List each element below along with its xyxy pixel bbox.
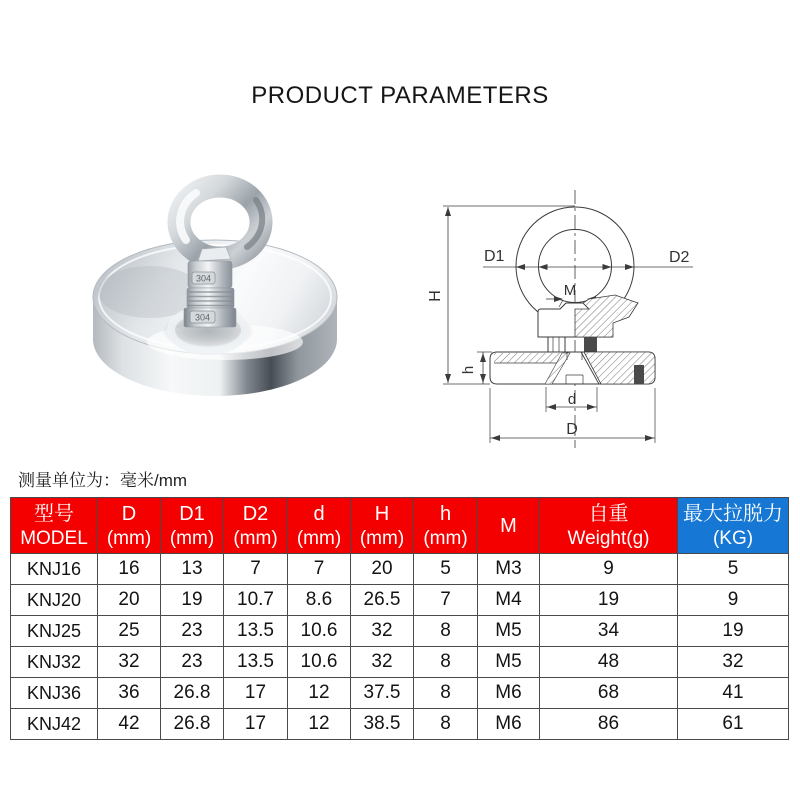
table-cell: 17 bbox=[224, 709, 288, 740]
stamp-text-bottom: 304 bbox=[194, 312, 211, 323]
label-d2: D2 bbox=[669, 249, 690, 266]
column-header-line1: D2 bbox=[242, 502, 269, 525]
column-header-最大拉脱力 bbox=[678, 498, 789, 554]
column-header-line2: (mm) bbox=[423, 527, 468, 549]
table-cell: M6 bbox=[478, 709, 540, 740]
table-cell: 26.8 bbox=[161, 709, 224, 740]
column-header-line2: (mm) bbox=[296, 527, 342, 549]
column-header-line1: D1 bbox=[179, 502, 205, 525]
column-header-line1: H bbox=[374, 502, 390, 525]
table-cell: 19 bbox=[678, 616, 789, 647]
column-header-line2: (mm) bbox=[169, 527, 215, 549]
parameters-table bbox=[10, 497, 789, 740]
table-cell: M5 bbox=[478, 616, 540, 647]
column-header-line2: Weight(g) bbox=[567, 527, 650, 549]
table-cell: 19 bbox=[161, 585, 224, 616]
magnet-block bbox=[634, 365, 644, 384]
table-row-KNJ20 bbox=[11, 585, 789, 616]
table-cell: 61 bbox=[678, 709, 789, 740]
column-header-line1: 自重 bbox=[588, 502, 629, 525]
page-title: PRODUCT PARAMETERS bbox=[251, 82, 549, 109]
column-header-line2: (mm) bbox=[359, 527, 405, 549]
label-m: M bbox=[563, 282, 577, 299]
table-cell: 10.6 bbox=[288, 616, 351, 647]
product-artwork bbox=[0, 140, 800, 470]
column-header-D bbox=[98, 498, 161, 554]
table-cell: 5 bbox=[678, 554, 789, 585]
table-cell: 26.5 bbox=[351, 585, 414, 616]
table-body bbox=[11, 554, 789, 740]
table-row-KNJ42 bbox=[11, 709, 789, 740]
table-cell: 13.5 bbox=[224, 616, 288, 647]
column-header-line2: (mm) bbox=[106, 527, 152, 549]
table-cell: KNJ16 bbox=[11, 554, 98, 585]
table-cell: 8 bbox=[414, 616, 478, 647]
table-cell: 5 bbox=[414, 554, 478, 585]
table-cell: 20 bbox=[351, 554, 414, 585]
table-cell: KNJ20 bbox=[11, 585, 98, 616]
table-cell: 32 bbox=[678, 647, 789, 678]
table-cell: M4 bbox=[478, 585, 540, 616]
table-cell: 19 bbox=[540, 585, 678, 616]
label-d-outer: D bbox=[566, 421, 578, 438]
table-cell: 42 bbox=[98, 709, 161, 740]
pot-hatch-band bbox=[494, 353, 561, 363]
table-cell: KNJ36 bbox=[11, 678, 98, 709]
technical-diagram bbox=[427, 190, 693, 448]
column-header-line1: 最大拉脱力 bbox=[683, 502, 783, 525]
stud-left bbox=[548, 337, 565, 352]
table-cell: 23 bbox=[161, 647, 224, 678]
table-row-KNJ16 bbox=[11, 554, 789, 585]
table-cell: 13 bbox=[161, 554, 224, 585]
column-header-line1: 型号 bbox=[34, 502, 74, 525]
table-cell: KNJ42 bbox=[11, 709, 98, 740]
column-header-D1 bbox=[161, 498, 224, 554]
table-cell: 86 bbox=[540, 709, 678, 740]
table-cell: 8 bbox=[414, 678, 478, 709]
table-cell: 10.7 bbox=[224, 585, 288, 616]
table-cell: 16 bbox=[98, 554, 161, 585]
measurement-unit-note: 测量单位为：毫米/mm bbox=[18, 471, 188, 490]
table-cell: 68 bbox=[540, 678, 678, 709]
table-cell: 26.8 bbox=[161, 678, 224, 709]
table-cell: KNJ32 bbox=[11, 647, 98, 678]
label-h-base: h bbox=[460, 365, 477, 375]
table-cell: 48 bbox=[540, 647, 678, 678]
column-header-型号 bbox=[11, 498, 98, 554]
column-header-line2: (mm) bbox=[233, 527, 278, 549]
table-cell: 7 bbox=[414, 585, 478, 616]
table-cell: 38.5 bbox=[351, 709, 414, 740]
label-d1: D1 bbox=[484, 248, 505, 265]
column-header-M bbox=[478, 498, 540, 554]
table-cell: 32 bbox=[351, 616, 414, 647]
table-row-KNJ32 bbox=[11, 647, 789, 678]
stamp-text-top: 304 bbox=[195, 273, 212, 284]
table-cell: 8.6 bbox=[288, 585, 351, 616]
column-header-h bbox=[414, 498, 478, 554]
table-cell: 34 bbox=[540, 616, 678, 647]
column-header-line1: h bbox=[439, 502, 452, 525]
table-cell: 9 bbox=[540, 554, 678, 585]
table-header bbox=[11, 498, 789, 554]
table-cell: M6 bbox=[478, 678, 540, 709]
label-d-inner: d bbox=[567, 391, 577, 408]
column-header-H bbox=[351, 498, 414, 554]
table-cell: 25 bbox=[98, 616, 161, 647]
label-h-total: H bbox=[427, 290, 444, 302]
column-header-自重 bbox=[540, 498, 678, 554]
table-cell: 9 bbox=[678, 585, 789, 616]
table-cell: 10.6 bbox=[288, 647, 351, 678]
table-cell: 32 bbox=[98, 647, 161, 678]
table-cell: 23 bbox=[161, 616, 224, 647]
table-cell: 32 bbox=[351, 647, 414, 678]
column-header-d bbox=[288, 498, 351, 554]
table-cell: 8 bbox=[414, 647, 478, 678]
table-cell: 36 bbox=[98, 678, 161, 709]
table-cell: 7 bbox=[288, 554, 351, 585]
column-header-line2: MODEL bbox=[20, 527, 88, 549]
column-header-line1: d bbox=[313, 502, 325, 525]
column-header-D2 bbox=[224, 498, 288, 554]
table-cell: M5 bbox=[478, 647, 540, 678]
table-cell: M3 bbox=[478, 554, 540, 585]
table-cell: 7 bbox=[224, 554, 288, 585]
table-cell: 8 bbox=[414, 709, 478, 740]
column-header-line2: (KG) bbox=[712, 527, 754, 549]
table-cell: 17 bbox=[224, 678, 288, 709]
table-cell: 12 bbox=[288, 709, 351, 740]
table-row-KNJ25 bbox=[11, 616, 789, 647]
table-cell: 41 bbox=[678, 678, 789, 709]
product-photo bbox=[93, 186, 337, 396]
column-header-line1: M bbox=[500, 514, 517, 537]
table-cell: 37.5 bbox=[351, 678, 414, 709]
stud-right-dark bbox=[584, 337, 597, 352]
nut-boss bbox=[198, 247, 231, 261]
table-row-KNJ36 bbox=[11, 678, 789, 709]
table-cell: 20 bbox=[98, 585, 161, 616]
table-cell: 12 bbox=[288, 678, 351, 709]
table-cell: 13.5 bbox=[224, 647, 288, 678]
column-header-line1: D bbox=[121, 502, 137, 525]
table-cell: KNJ25 bbox=[11, 616, 98, 647]
